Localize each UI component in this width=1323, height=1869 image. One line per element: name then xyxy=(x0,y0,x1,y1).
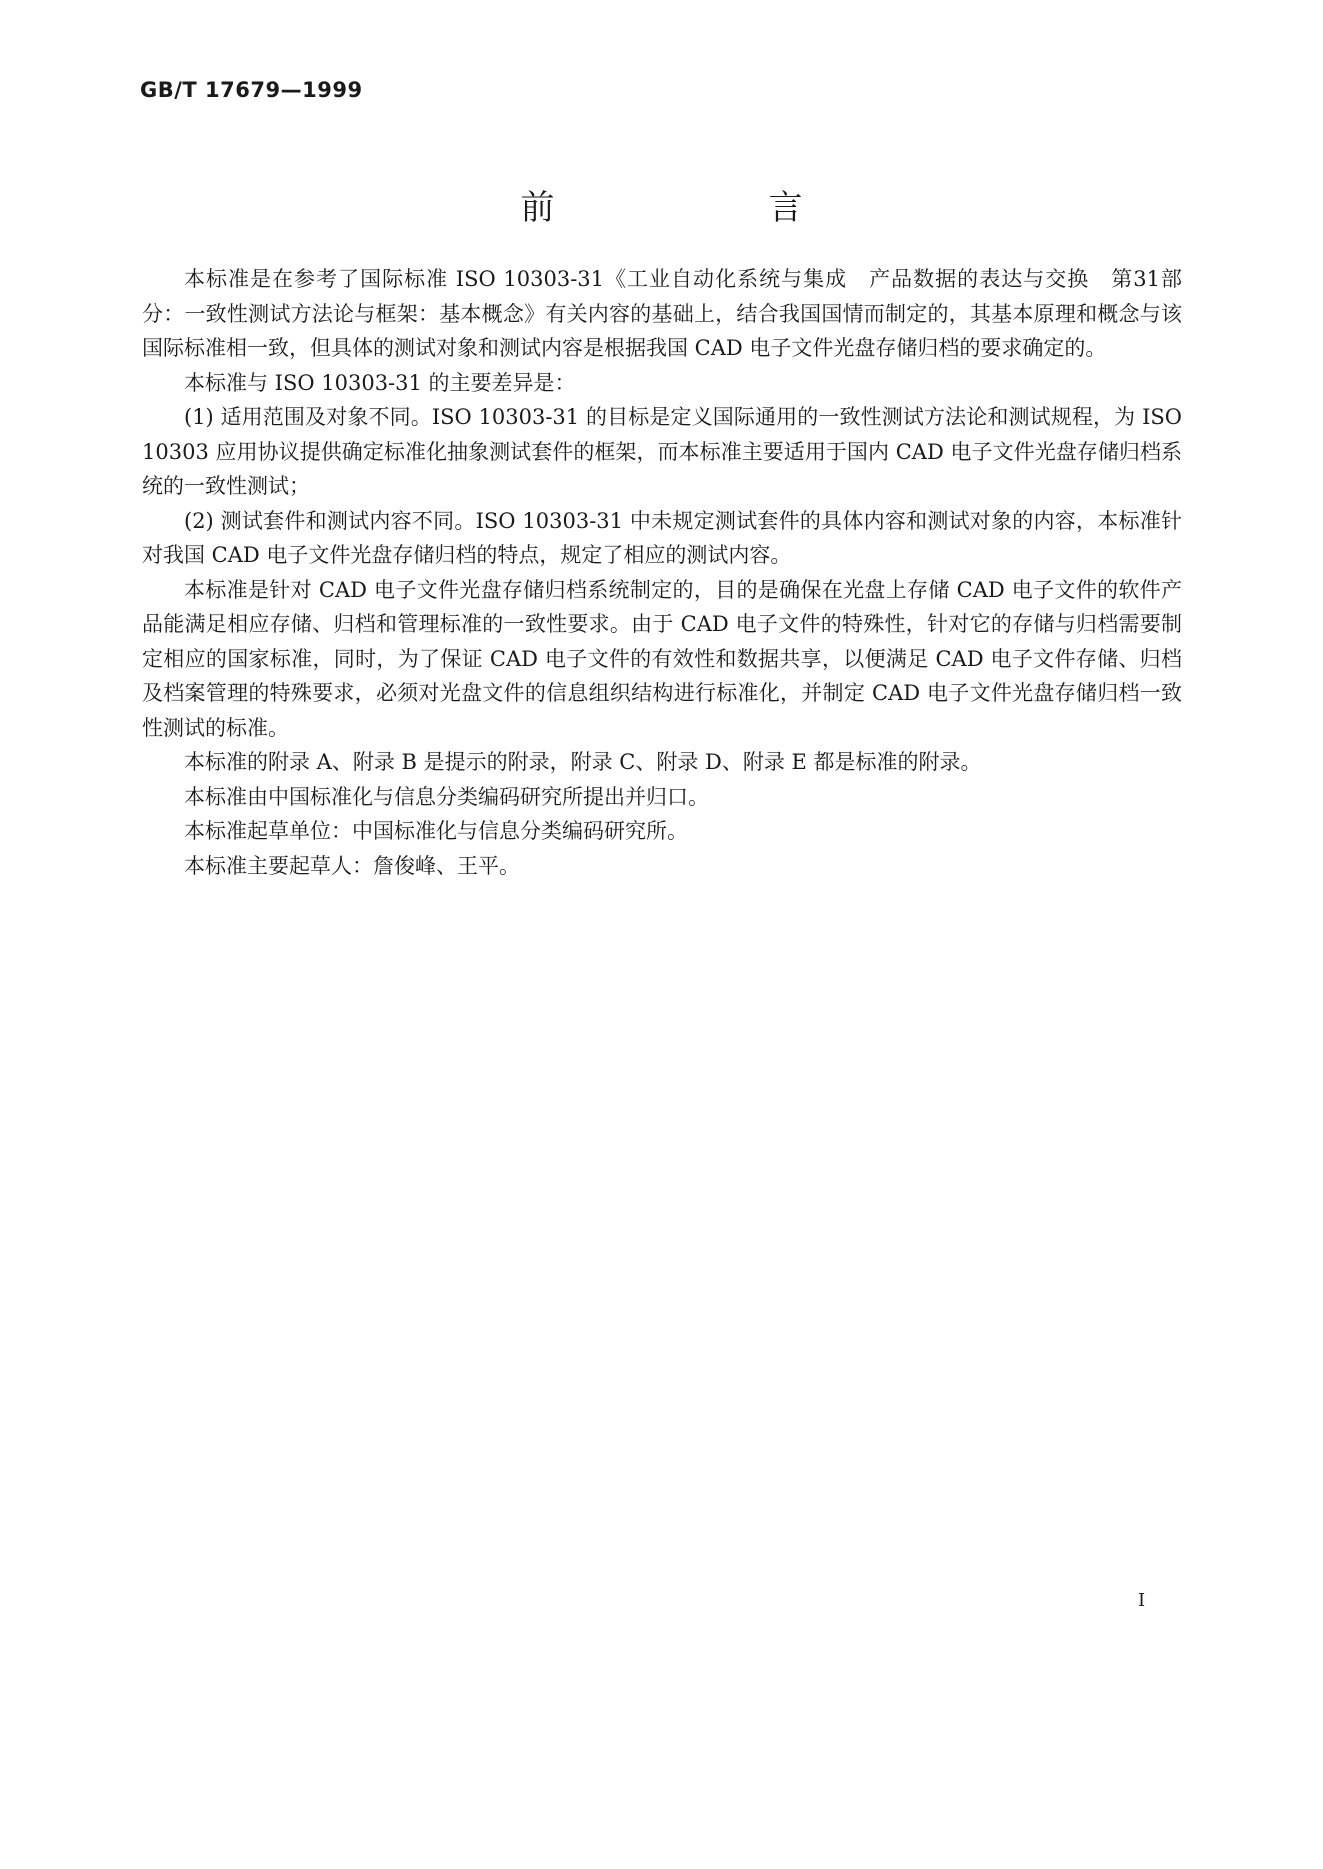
paragraph-purpose: 本标准是针对 CAD 电子文件光盘存储归档系统制定的，目的是确保在光盘上存储 CAD 电子文件的软件产品能满足相应存储、归档和管理标准的一致性要求。由于 CAD 电子文件的特殊性，针对它的存储与归档需要制定相应的国家标准，同时，为了保证 CAD 电子文件的有效性和数据共享，以便满足 CAD 电子文件存储、归档及档案管理的特殊要求，必须对光盘文件的信息组织结构进行标准化，并制定 CAD 电子文件光盘存储归档一致性测试的标准。 xyxy=(142,577,1182,740)
paragraph-differences-heading: 本标准与 ISO 10303-31 的主要差异是： xyxy=(184,370,576,395)
standard-code: GB/T 17679—1999 xyxy=(140,78,363,102)
foreword-body xyxy=(142,262,1182,883)
page-title: 前 言 xyxy=(520,188,893,228)
paragraph-drafting-unit: 本标准起草单位：中国标准化与信息分类编码研究所。 xyxy=(184,819,688,843)
paragraph-difference-1: (1) 适用范围及对象不同。ISO 10303-31 的目标是定义国际通用的一致性测试方法论和测试规程，为 ISO 10303 应用协议提供确定标准化抽象测试套件的框架，而本标准主要适用于国内 CAD 电子文件光盘存储归档系统的一致性测试； xyxy=(142,405,1182,498)
paragraph-intro: 本标准是在参考了国际标准 ISO 10303-31《工业自动化系统与集成 产品数据的表达与交换 第31部分：一致性测试方法论与框架：基本概念》有关内容的基础上，结合我国国情而制定的，其基本原理和概念与该国际标准相一致，但具体的测试对象和测试内容是根据我国 CAD 电子文件光盘存储归档的要求确定的。 xyxy=(142,267,1182,360)
paragraph-appendices: 本标准的附录 A、附录 B 是提示的附录，附录 C、附录 D、附录 E 都是标准的附录。 xyxy=(184,750,982,774)
paragraph-proposer: 本标准由中国标准化与信息分类编码研究所提出并归口。 xyxy=(184,784,709,809)
paragraph-difference-2: (2) 测试套件和测试内容不同。ISO 10303-31 中未规定测试套件的具体内容和测试对象的内容，本标准针对我国 CAD 电子文件光盘存储归档的特点，规定了相应的测试内容。 xyxy=(142,508,1182,567)
page-number: I xyxy=(1138,1590,1146,1611)
paragraph-drafters: 本标准主要起草人：詹俊峰、王平。 xyxy=(184,853,520,878)
